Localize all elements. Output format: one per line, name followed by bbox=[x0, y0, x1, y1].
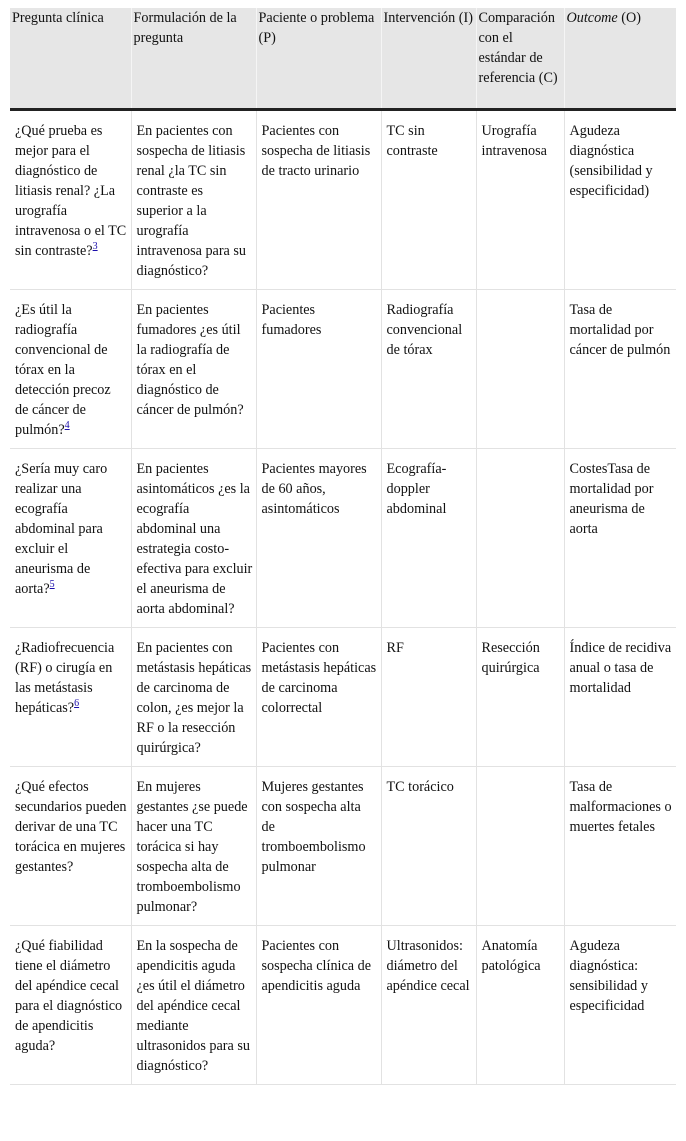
reference-link[interactable]: 3 bbox=[92, 241, 98, 253]
cell-comparacion: Urografía intravenosa bbox=[476, 110, 564, 290]
header-outcome bbox=[564, 8, 676, 110]
table-row bbox=[10, 926, 676, 1085]
header-outcome-italic: Outcome bbox=[566, 10, 618, 26]
pregunta-text: ¿Qué prueba es mejor para el diagnóstico de litiasis renal? ¿La urografía intravenosa o el TC sin contraste? bbox=[15, 123, 127, 259]
cell-comparacion bbox=[476, 449, 564, 628]
table-row bbox=[10, 628, 676, 767]
pregunta-text: ¿Radiofrecuencia (RF) o cirugía en las metástasis hepáticas? bbox=[15, 640, 115, 716]
header-paciente: Paciente o problema (P) bbox=[256, 8, 381, 110]
reference-link[interactable]: 4 bbox=[64, 420, 70, 432]
cell-paciente: Pacientes fumadores bbox=[256, 290, 381, 449]
cell-outcome: Agudeza diagnóstica (sensibilidad y especificidad) bbox=[564, 110, 676, 290]
cell-pregunta bbox=[10, 449, 131, 628]
cell-intervencion: RF bbox=[381, 628, 476, 767]
pico-table-container bbox=[10, 8, 676, 1085]
header-pregunta-clinica: Pregunta clínica bbox=[10, 8, 131, 110]
cell-intervencion: Ecografía-doppler abdominal bbox=[381, 449, 476, 628]
cell-outcome: CostesTasa de mortalidad por aneurisma de aorta bbox=[564, 449, 676, 628]
cell-formulacion: En pacientes con metástasis hepáticas de carcinoma de colon, ¿es mejor la RF o la resección quirúrgica? bbox=[131, 628, 256, 767]
cell-intervencion: Ultrasonidos: diámetro del apéndice cecal bbox=[381, 926, 476, 1085]
cell-paciente: Pacientes con sospecha clínica de apendicitis aguda bbox=[256, 926, 381, 1085]
header-row bbox=[10, 8, 676, 110]
cell-paciente: Pacientes con sospecha de litiasis de tracto urinario bbox=[256, 110, 381, 290]
table-body bbox=[10, 110, 676, 1085]
cell-pregunta bbox=[10, 110, 131, 290]
cell-paciente: Mujeres gestantes con sospecha alta de tromboembolismo pulmonar bbox=[256, 767, 381, 926]
header-outcome-suffix: (O) bbox=[617, 10, 641, 26]
cell-formulacion: En la sospecha de apendicitis aguda ¿es útil el diámetro del apéndice cecal mediante ultrasonidos para su diagnóstico? bbox=[131, 926, 256, 1085]
pregunta-text: ¿Sería muy caro realizar una ecografía abdominal para excluir el aneurisma de aorta? bbox=[15, 461, 108, 597]
table-row bbox=[10, 290, 676, 449]
cell-formulacion: En pacientes asintomáticos ¿es la ecografía abdominal una estrategia costo-efectiva para excluir el aneurisma de aorta abdominal? bbox=[131, 449, 256, 628]
cell-comparacion: Resección quirúrgica bbox=[476, 628, 564, 767]
cell-outcome: Tasa de mortalidad por cáncer de pulmón bbox=[564, 290, 676, 449]
header-comparacion: Comparación con el estándar de referencia (C) bbox=[476, 8, 564, 110]
cell-comparacion bbox=[476, 767, 564, 926]
header-intervencion: Intervención (I) bbox=[381, 8, 476, 110]
cell-comparacion bbox=[476, 290, 564, 449]
cell-formulacion: En mujeres gestantes ¿se puede hacer una TC torácica si hay sospecha alta de tromboembolismo pulmonar? bbox=[131, 767, 256, 926]
cell-paciente: Pacientes mayores de 60 años, asintomáticos bbox=[256, 449, 381, 628]
cell-pregunta: ¿Qué efectos secundarios pueden derivar de una TC torácica en mujeres gestantes? bbox=[10, 767, 131, 926]
cell-outcome: Agudeza diagnóstica: sensibilidad y especificidad bbox=[564, 926, 676, 1085]
cell-intervencion: TC sin contraste bbox=[381, 110, 476, 290]
table-row bbox=[10, 449, 676, 628]
cell-comparacion: Anatomía patológica bbox=[476, 926, 564, 1085]
cell-outcome: Índice de recidiva anual o tasa de mortalidad bbox=[564, 628, 676, 767]
cell-formulacion: En pacientes fumadores ¿es útil la radiografía de tórax en el diagnóstico de cáncer de pulmón? bbox=[131, 290, 256, 449]
table-row bbox=[10, 110, 676, 290]
reference-link[interactable]: 6 bbox=[74, 698, 80, 710]
cell-formulacion: En pacientes con sospecha de litiasis renal ¿la TC sin contraste es superior a la urografía intravenosa para su diagnóstico? bbox=[131, 110, 256, 290]
cell-intervencion: TC torácico bbox=[381, 767, 476, 926]
table-row bbox=[10, 767, 676, 926]
cell-pregunta: ¿Qué fiabilidad tiene el diámetro del apéndice cecal para el diagnóstico de apendicitis aguda? bbox=[10, 926, 131, 1085]
header-formulacion: Formulación de la pregunta bbox=[131, 8, 256, 110]
table-header bbox=[10, 8, 676, 110]
pregunta-text: ¿Es útil la radiografía convencional de tórax en la detección precoz de cáncer de pulmón? bbox=[15, 302, 111, 438]
reference-link[interactable]: 5 bbox=[49, 579, 55, 591]
cell-intervencion: Radiografía convencional de tórax bbox=[381, 290, 476, 449]
cell-pregunta bbox=[10, 628, 131, 767]
cell-pregunta bbox=[10, 290, 131, 449]
pico-table bbox=[10, 8, 676, 1085]
cell-outcome: Tasa de malformaciones o muertes fetales bbox=[564, 767, 676, 926]
cell-paciente: Pacientes con metástasis hepáticas de carcinoma colorrectal bbox=[256, 628, 381, 767]
